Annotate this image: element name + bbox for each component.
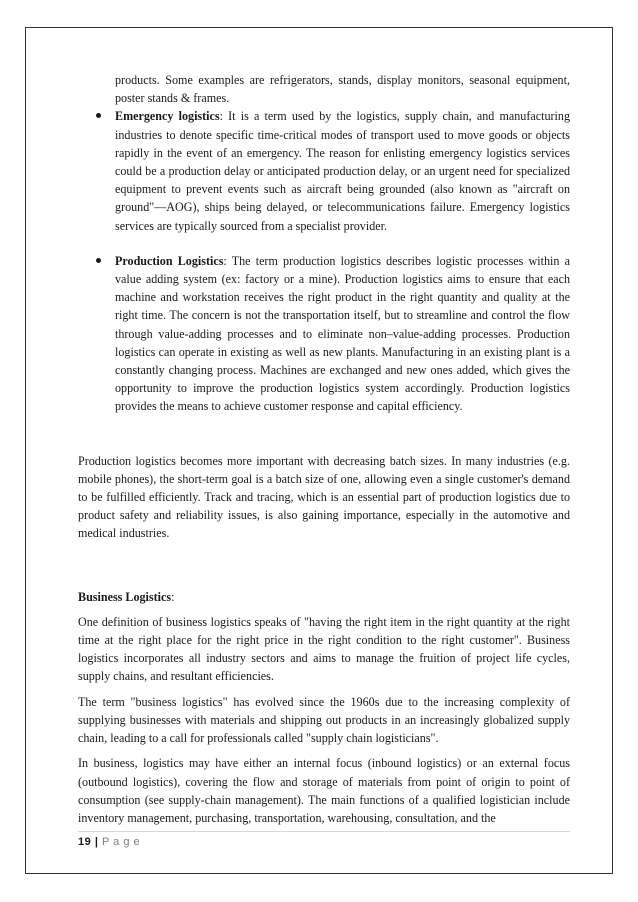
bullet-emergency-logistics bbox=[78, 107, 570, 234]
bullet-term: Production Logistics bbox=[115, 253, 224, 268]
bullet-icon bbox=[96, 113, 101, 118]
section-heading bbox=[78, 588, 570, 606]
section-heading-colon: : bbox=[171, 589, 175, 604]
business-paragraph-1: One definition of business logistics speaks of "having the right item in the right quantity at the right time at the right place for the right price in the right condition to the right customer". Business logistics incorporates all industry sectors and aims to manage the fruition of project life cycles, supply chains, and resultant efficiencies. bbox=[78, 614, 570, 684]
bullet-text: : The term production logistics describes logistic processes within a value adding system (ex: factory or a mine). Production logistics aims to ensure that each machine and workstation receives the right product in the right quantity and quality at the right time. The concern is not the transportation itself, but to streamline and control the flow through value-adding processes and to eliminate non–value-adding processes. Production logistics can operate in existing as well as new plants. Manufacturing in an existing plant is a constantly changing process. Machines are exchanged and new ones added, which gives the opportunity to improve the production logistics system accordingly. Production logistics provides the means to achieve customer response and capital efficiency. bbox=[115, 253, 570, 414]
bullet-text: : It is a term used by the logistics, supply chain, and manufacturing industries to denote specific time-critical modes of transport used to move goods or objects rapidly in the event of an emergency. The reason for enlisting emergency logistics services could be a production delay or anticipated production delay, or an urgent need for specialized equipment to prevent events such as aircraft being grounded (also known as "aircraft on ground"—AOG), ships being delayed, or telecommunications failure. Emergency logistics services are typically sourced from a specialist provider. bbox=[115, 109, 571, 233]
business-paragraph-3: In business, logistics may have either an internal focus (inbound logistics) or an external focus (outbound logistics), covering the flow and storage of materials from point of origin to point of consumption (see supply-chain management). The main functions of a qualified logistician include inventory management, purchasing, transportation, warehousing, consultation, and the bbox=[78, 756, 570, 825]
document-body bbox=[78, 71, 570, 827]
bullet-list bbox=[78, 107, 570, 415]
page-number: 19 bbox=[78, 836, 92, 848]
footer-divider bbox=[78, 831, 570, 832]
bullet-icon bbox=[96, 258, 101, 263]
bullet-production-logistics bbox=[78, 252, 570, 416]
business-paragraph-2: The term "business logistics" has evolved since the 1960s due to the increasing complexity of supplying businesses with materials and shipping out products in an increasingly globalized supply chain, leading to a call for professionals called "supply chain logisticians". bbox=[78, 694, 570, 746]
bullet-term: Emergency logistics bbox=[115, 109, 220, 124]
page-label: P a g e bbox=[101, 836, 141, 848]
production-logistics-paragraph: Production logistics becomes more important with decreasing batch sizes. In many industries (e.g. mobile phones), the short-term goal is a batch size of one, allowing even a single customer's demand to be fulfilled efficiently. Track and tracing, which is an essential part of production logistics due to product safety and reliability issues, is also gaining importance, especially in the automotive and medical industries. bbox=[78, 453, 570, 541]
continuation-text: products. Some examples are refrigerators, stands, display monitors, seasonal equipment, poster stands & frames. bbox=[115, 73, 570, 106]
section-heading-text: Business Logistics bbox=[78, 589, 172, 604]
page-footer bbox=[78, 836, 140, 848]
page-separator: | bbox=[94, 836, 99, 848]
